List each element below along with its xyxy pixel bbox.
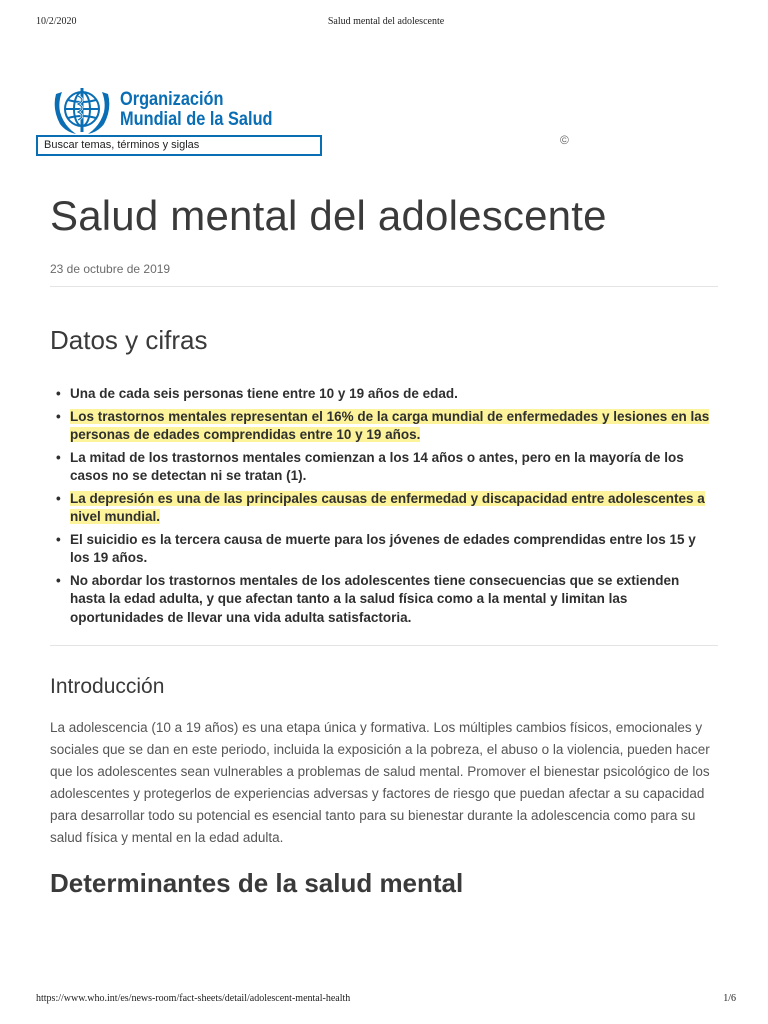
fact-text: No abordar los trastornos mentales de los adolescentes tiene consecuencias que se extienden hasta la edad adulta, y que afectan tanto a la salud física como a la mental y limitan las oportunidades de llevar una vida adulta satisfactoria. [70, 572, 680, 625]
fact-item [50, 449, 718, 486]
fact-item-highlighted [50, 408, 718, 445]
fact-item [50, 385, 718, 404]
bullet-icon: • [56, 572, 61, 588]
copyright-icon: © [560, 133, 569, 147]
article [50, 190, 718, 899]
bullet-icon: • [56, 408, 61, 424]
fact-item-highlighted [50, 490, 718, 527]
print-url: https://www.who.int/es/news-room/fact-sheets/detail/adolescent-mental-health [36, 993, 351, 1004]
page-title: Salud mental del adolescente [50, 192, 607, 239]
bullet-icon: • [56, 449, 61, 465]
determinants-heading: Determinantes de la salud mental [50, 868, 464, 898]
print-title: Salud mental del adolescente [327, 16, 445, 27]
fact-item [50, 572, 718, 628]
intro-heading: Introducción [50, 675, 165, 698]
print-date: 10/2/2020 [36, 16, 77, 27]
fact-text: La mitad de los trastornos mentales comienzan a los 14 años o antes, pero en la mayoría de los casos no se detectan ni se tratan (1). [70, 449, 684, 483]
organization-name [120, 90, 273, 130]
divider [50, 286, 718, 287]
fact-text: La depresión es una de las principales causas de enfermedad y discapacidad entre adolescentes a nivel mundial. [70, 490, 705, 524]
who-emblem-icon [50, 82, 114, 138]
organization-name-line2: Mundial de la Salud [120, 109, 273, 130]
page-number: 1/6 [723, 993, 736, 1004]
fact-text: Una de cada seis personas tiene entre 10 y 19 años de edad. [70, 386, 458, 401]
facts-list [50, 385, 718, 627]
organization-name-line1: Organización [120, 89, 224, 110]
search-input[interactable]: Buscar temas, términos y siglas [36, 135, 322, 156]
bullet-icon: • [56, 531, 61, 547]
publication-date: 23 de octubre de 2019 [50, 262, 171, 276]
bullet-icon: • [56, 490, 61, 506]
intro-paragraph: La adolescencia (10 a 19 años) es una etapa única y formativa. Los múltiples cambios físicos, emocionales y sociales que se dan en este periodo, incluida la exposición a la pobreza, el abuso o la violencia, pueden hacer que los adolescentes sean vulnerables a problemas de salud mental. Promover el bienestar psicológico de los adolescentes y protegerlos de experiencias adversas y factores de riesgo que puedan afectar a su capacidad para desarrollar todo su potencial es esencial tanto para su bienestar durante la adolescencia como para su salud física y mental en la edad adulta. [50, 720, 710, 845]
fact-text: El suicidio es la tercera causa de muerte para los jóvenes de edades comprendidas entre los 15 y los 19 años. [70, 531, 696, 565]
bullet-icon: • [56, 386, 61, 401]
fact-item [50, 531, 718, 568]
facts-heading: Datos y cifras [50, 325, 208, 355]
fact-text: Los trastornos mentales representan el 16% de la carga mundial de enfermedades y lesiones en las personas de edades comprendidas entre 10 y 19 años. [70, 408, 710, 442]
divider [50, 645, 718, 646]
